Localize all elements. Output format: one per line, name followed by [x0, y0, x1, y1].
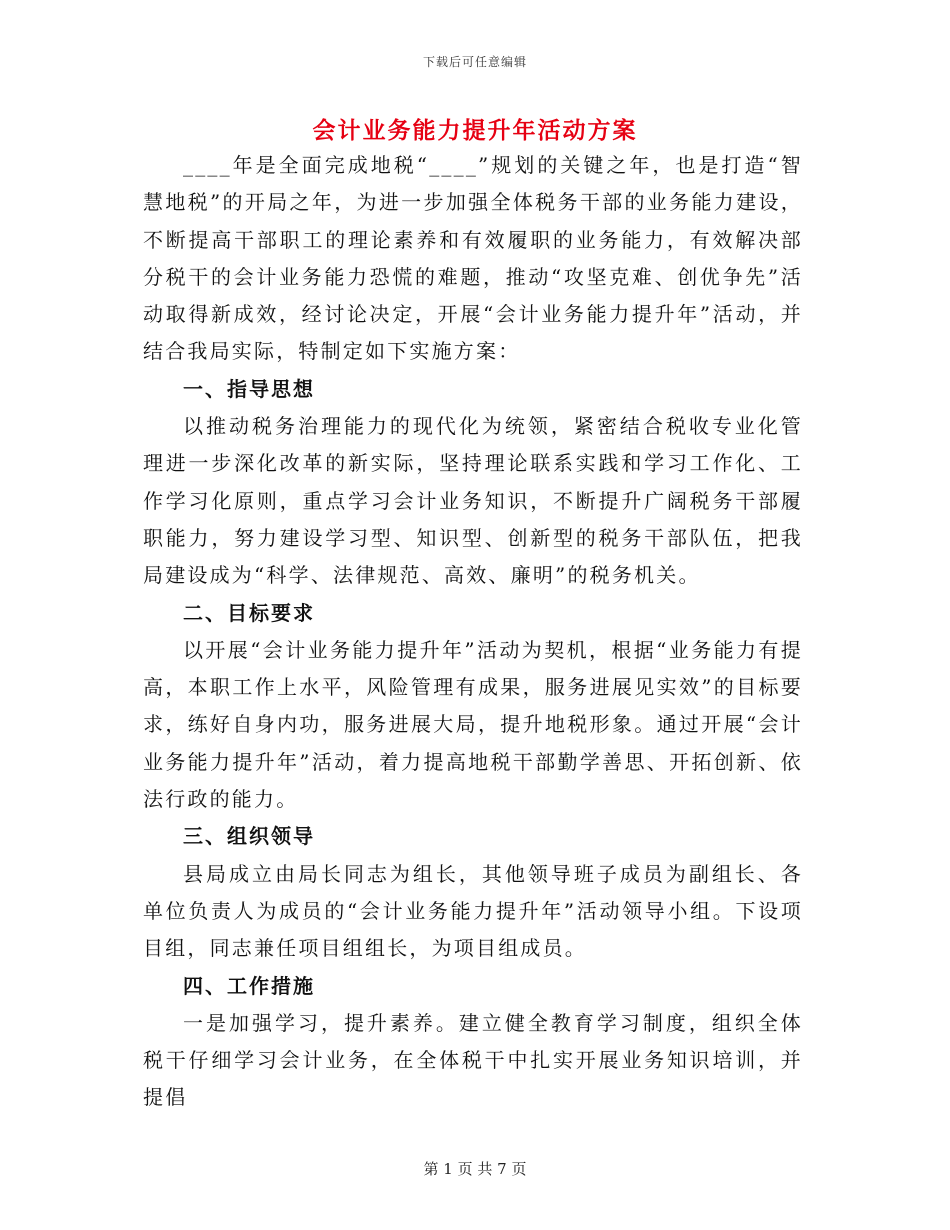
- section-heading-goals: 二、目标要求: [183, 600, 315, 625]
- section-paragraph-goals: 以开展“会计业务能力提升年”活动为契机，根据“业务能力有提高，本职工作上水平，风险管理有成果，服务进展见实效”的目标要求，练好自身内功，服务进展大局，提升地税形象。通过开展“会计业务能力提升年”活动，着力提高地税干部勤学善思、开拓创新、依法行政的能力。: [143, 637, 803, 812]
- intro-paragraph: ____年是全面完成地税“____”规划的关键之年，也是打造“智慧地税”的开局之年，为进一步加强全体税务干部的业务能力建设，不断提高干部职工的理论素养和有效履职的业务能力，有效解决部分税干的会计业务能力恐慌的难题，推动“攻坚克难、创优争先”活动取得新成效，经讨论决定，开展“会计业务能力提升年”活动，并结合我局实际，特制定如下实施方案：: [143, 153, 803, 364]
- section-heading-measures: 四、工作措施: [183, 973, 315, 998]
- document-title: 会计业务能力提升年活动方案: [312, 117, 638, 144]
- page-number-footer: 第 1 页 共 7 页: [423, 1160, 527, 1178]
- page-header-note: 下载后可任意编辑: [422, 55, 527, 69]
- section-paragraph-guiding-ideology: 以推动税务治理能力的现代化为统领，紧密结合税收专业化管理进一步深化改革的新实际，坚持理论联系实践和学习工作化、工作学习化原则，重点学习会计业务知识，不断提升广阔税务干部履职能力，努力建设学习型、知识型、创新型的税务干部队伍，把我局建设成为“科学、法律规范、高效、廉明”的税务机关。: [143, 414, 803, 588]
- document-body: [143, 147, 803, 1117]
- section-paragraph-organization: 县局成立由局长同志为组长，其他领导班子成员为副组长、各单位负责人为成员的“会计业务能力提升年”活动领导小组。下设项目组，同志兼任项目组组长，为项目组成员。: [143, 861, 803, 961]
- section-paragraph-measures: 一是加强学习，提升素养。建立健全教育学习制度，组织全体税干仔细学习会计业务，在全体税干中扎实开展业务知识培训，并提倡: [143, 1010, 803, 1110]
- section-heading-organization: 三、组织领导: [183, 824, 315, 849]
- section-heading-guiding-ideology: 一、指导思想: [183, 376, 315, 401]
